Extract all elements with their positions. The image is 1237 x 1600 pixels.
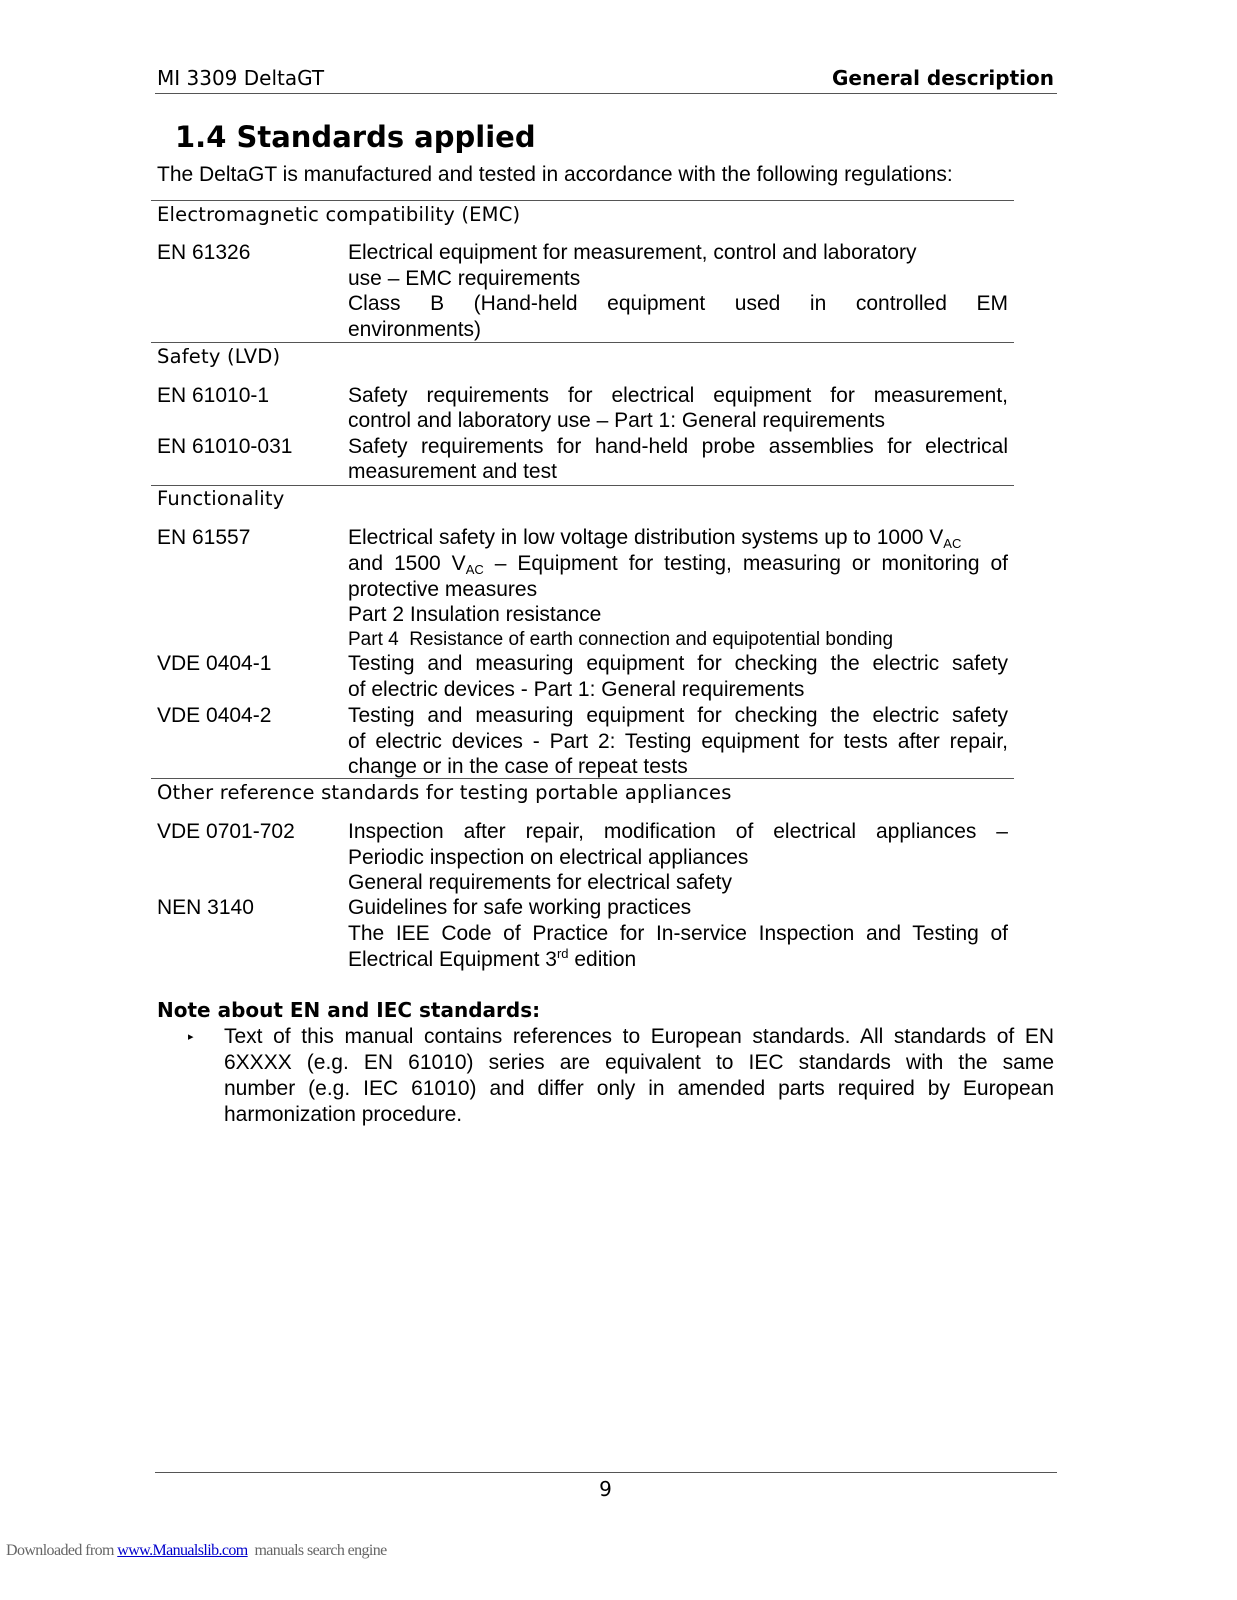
standard-description (348, 947, 1008, 973)
standard-description: Safety requirements for electrical equipment for measurement, (348, 384, 1008, 407)
standard-code: EN 61557 (157, 526, 251, 549)
standard-description: control and laboratory use – Part 1: General requirements (348, 409, 885, 432)
header-doc-title: MI 3309 DeltaGT (157, 66, 325, 90)
standard-description: protective measures (348, 578, 538, 601)
table-rule (151, 200, 1014, 201)
standard-description: The IEE Code of Practice for In-service Inspection and Testing of (348, 922, 1008, 945)
footer-prefix: Downloaded from (6, 1542, 118, 1559)
page-number: 9 (599, 1477, 612, 1501)
standard-description: measurement and test (348, 460, 557, 483)
standard-code: NEN 3140 (157, 896, 254, 919)
standard-description: Part 2 Insulation resistance (348, 603, 602, 626)
note-title: Note about EN and IEC standards: (157, 998, 541, 1022)
header-chapter: General description (831, 66, 1054, 90)
standard-description: Guidelines for safe working practices (348, 896, 692, 919)
bullet-icon: ▸ (188, 1031, 194, 1043)
note-text: harmonization procedure. (224, 1103, 463, 1126)
standard-code: VDE 0701-702 (157, 820, 295, 843)
section-heading-safety: Safety (LVD) (157, 345, 281, 368)
standard-description: environments) (348, 318, 482, 341)
standard-description: Electrical equipment for measurement, control and laboratory (348, 241, 917, 264)
standard-description: of electric devices - Part 2: Testing equipment for tests after repair, (348, 730, 1008, 753)
description-text: – Equipment for testing, measuring or monitoring of (483, 552, 1008, 575)
standard-description: Testing and measuring equipment for checking the electric safety (348, 652, 1008, 675)
table-rule (151, 342, 1014, 343)
description-text: and 1500 V (348, 552, 466, 575)
note-text: 6XXXX (e.g. EN 61010) series are equivalent to IEC standards with the same (224, 1051, 1054, 1074)
footer-rule (155, 1472, 1057, 1473)
section-heading-other: Other reference standards for testing portable appliances (157, 781, 732, 804)
standard-code: EN 61010-1 (157, 384, 270, 407)
manualslib-link[interactable]: www.Manualslib.com (117, 1542, 248, 1559)
note-text: number (e.g. IEC 61010) and differ only in amended parts required by European (224, 1077, 1054, 1100)
description-text: edition (568, 948, 637, 971)
standard-code: EN 61010-031 (157, 435, 293, 458)
standard-description: of electric devices - Part 1: General requirements (348, 678, 805, 701)
subscript: AC (465, 562, 484, 577)
table-rule (151, 778, 1014, 779)
standard-description (348, 551, 1008, 577)
standard-description: Class B (Hand-held equipment used in controlled EM (348, 292, 1008, 315)
header-rule (155, 93, 1057, 94)
standard-code: VDE 0404-2 (157, 704, 272, 727)
standard-code: EN 61326 (157, 241, 251, 264)
standard-description: Safety requirements for hand-held probe assemblies for electrical (348, 435, 1008, 458)
standard-description: Testing and measuring equipment for checking the electric safety (348, 704, 1008, 727)
download-footer (6, 1542, 387, 1560)
subscript: AC (943, 536, 962, 551)
description-text: Electrical safety in low voltage distribution systems up to 1000 V (348, 526, 944, 549)
note-text: Text of this manual contains references to European standards. All standards of EN (224, 1025, 1054, 1048)
standard-code: VDE 0404-1 (157, 652, 272, 675)
intro-text: The DeltaGT is manufactured and tested in accordance with the following regulations: (157, 163, 953, 186)
standard-description: Periodic inspection on electrical appliances (348, 846, 749, 869)
section-heading-functionality: Functionality (157, 487, 285, 510)
standard-description: Part 4 Resistance of earth connection and equipotential bonding (348, 629, 894, 650)
section-heading-emc: Electromagnetic compatibility (EMC) (157, 203, 521, 226)
standard-description (348, 525, 1008, 551)
footer-suffix: manuals search engine (247, 1542, 387, 1559)
standard-description: Inspection after repair, modification of electrical appliances – (348, 820, 1008, 843)
superscript: rd (556, 946, 569, 961)
standard-description: change or in the case of repeat tests (348, 755, 688, 778)
standard-description: General requirements for electrical safety (348, 871, 732, 894)
description-text: Electrical Equipment 3 (348, 948, 557, 971)
standard-description: use – EMC requirements (348, 267, 581, 290)
section-title: 1.4 Standards applied (175, 120, 536, 154)
